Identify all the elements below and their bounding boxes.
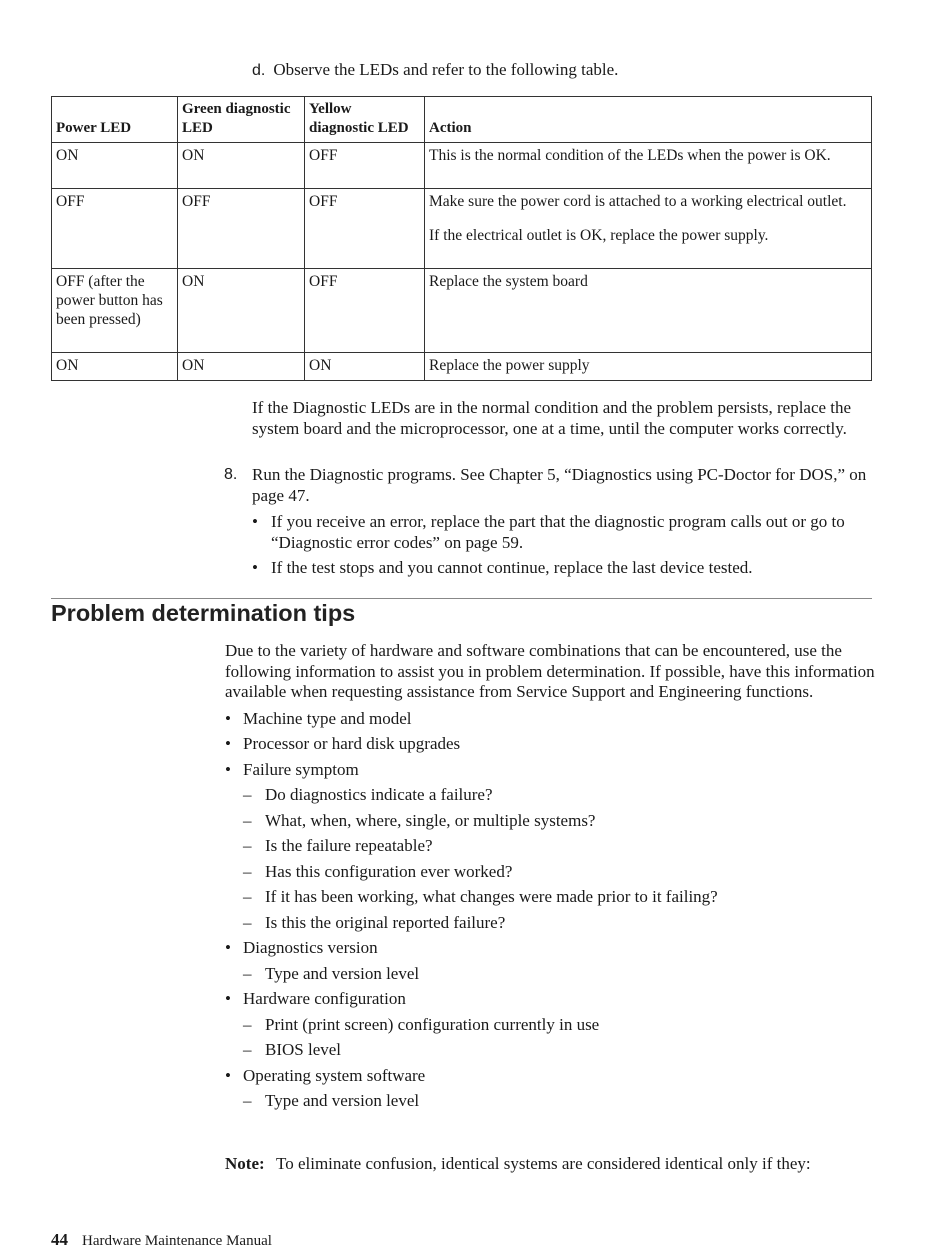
dash-icon: – <box>243 1091 252 1111</box>
sub-list-item-text: Do diagnostics indicate a failure? <box>265 785 493 805</box>
cell-power: OFF <box>52 189 178 269</box>
cell-power: ON <box>52 353 178 381</box>
cell-green: OFF <box>178 189 305 269</box>
sub-list-item-text: Has this configuration ever worked? <box>265 861 513 881</box>
sub-list <box>243 1091 875 1112</box>
list-item <box>225 989 875 1061</box>
section-title: Problem determination tips <box>51 600 356 626</box>
step-d-label: d. <box>252 62 266 79</box>
sub-list-item <box>243 887 875 908</box>
list-item <box>225 760 875 934</box>
cell-yellow: OFF <box>305 189 425 269</box>
table-header-row <box>52 97 872 143</box>
table-row <box>52 269 872 353</box>
sub-list-item-text: What, when, where, single, or multiple systems? <box>265 810 596 830</box>
sub-list-item-text: Type and version level <box>265 1091 420 1111</box>
bullet-icon: • <box>225 759 231 779</box>
sub-list-item <box>243 1015 875 1036</box>
dash-icon: – <box>243 785 252 805</box>
note <box>225 1154 875 1175</box>
step-8 <box>224 465 874 584</box>
cell-action <box>425 269 872 353</box>
bullet-icon: • <box>252 512 258 531</box>
list-item <box>225 734 875 755</box>
page-number: 44 <box>51 1230 68 1249</box>
step-8-number: 8. <box>224 466 238 483</box>
sub-list-item <box>243 836 875 857</box>
cell-green: ON <box>178 353 305 381</box>
sub-list-item-text: Is the failure repeatable? <box>265 836 433 856</box>
list-item-text: If you receive an error, replace the part that the diagnostic program calls out or go to “Diagnostic error codes” on page 59. <box>271 512 845 552</box>
note-text: To eliminate confusion, identical systems are considered identical only if they: <box>276 1154 811 1173</box>
action-text: Replace the power supply <box>429 357 590 374</box>
sub-list <box>243 1015 875 1061</box>
sub-list-item <box>243 964 875 985</box>
sub-list-item <box>243 1040 875 1061</box>
dash-icon: – <box>243 836 252 856</box>
action-text: If the electrical outlet is OK, replace the power supply. <box>429 227 769 244</box>
step-d-text: Observe the LEDs and refer to the following table. <box>273 60 619 79</box>
list-item-text: Processor or hard disk upgrades <box>243 734 461 754</box>
sub-list-item-text: BIOS level <box>265 1040 342 1060</box>
cell-power: OFF (after the power button has been pressed) <box>52 269 178 353</box>
sub-list-item-text: If it has been working, what changes were made prior to it failing? <box>265 887 718 907</box>
action-text: Make sure the power cord is attached to a working electrical outlet. <box>429 193 847 210</box>
header-green-led: Green diagnostic LED <box>178 97 305 143</box>
sub-list-item <box>243 913 875 934</box>
dash-icon: – <box>243 810 252 830</box>
sub-list-item-text: Print (print screen) configuration currently in use <box>265 1014 600 1034</box>
sub-list-item <box>243 862 875 883</box>
list-item-text: Diagnostics version <box>243 938 378 958</box>
note-label: Note: <box>225 1154 265 1173</box>
bullet-icon: • <box>225 1065 231 1085</box>
tips-intro: Due to the variety of hardware and software combinations that can be encountered, use the following information to assist you in problem determination. If possible, have this information available when requesting assistance from Service Support and Engineering functions. <box>225 641 875 702</box>
list-item <box>225 1066 875 1112</box>
table-row <box>52 189 872 269</box>
bullet-icon: • <box>225 708 231 728</box>
bullet-icon: • <box>225 734 231 754</box>
page-footer <box>51 1230 272 1250</box>
list-item-text: Failure symptom <box>243 759 359 779</box>
list-item <box>225 709 875 730</box>
list-item-text: Operating system software <box>243 1065 426 1085</box>
list-item-text: If the test stops and you cannot continue, replace the last device tested. <box>271 558 753 577</box>
cell-action <box>425 189 872 269</box>
after-table-paragraph: If the Diagnostic LEDs are in the normal condition and the problem persists, replace the system board and the microprocessor, one at a time, until the computer works correctly. <box>252 398 852 438</box>
dash-icon: – <box>243 963 252 983</box>
step-d <box>252 60 618 80</box>
cell-action <box>425 143 872 189</box>
dash-icon: – <box>243 861 252 881</box>
sub-list-item-text: Is this the original reported failure? <box>265 912 506 932</box>
bullet-icon: • <box>252 558 258 577</box>
cell-green: ON <box>178 143 305 189</box>
cell-action <box>425 353 872 381</box>
tips-content <box>225 641 875 1117</box>
sub-list-item-text: Type and version level <box>265 963 420 983</box>
table-row <box>52 143 872 189</box>
dash-icon: – <box>243 1040 252 1060</box>
cell-yellow: OFF <box>305 143 425 189</box>
dash-icon: – <box>243 912 252 932</box>
cell-power: ON <box>52 143 178 189</box>
bullet-icon: • <box>225 989 231 1009</box>
cell-yellow: OFF <box>305 269 425 353</box>
manual-title: Hardware Maintenance Manual <box>82 1233 272 1249</box>
dash-icon: – <box>243 887 252 907</box>
dash-icon: – <box>243 1014 252 1034</box>
sub-list <box>243 785 875 933</box>
table-row <box>52 353 872 381</box>
sub-list-item <box>243 785 875 806</box>
cell-yellow: ON <box>305 353 425 381</box>
step-8-text: Run the Diagnostic programs. See Chapter 5, “Diagnostics using PC-Doctor for DOS,” on page 47. <box>252 465 867 505</box>
sub-list-item <box>243 811 875 832</box>
bullet-icon: • <box>225 938 231 958</box>
header-action: Action <box>425 97 872 143</box>
list-item <box>252 558 874 579</box>
list-item <box>252 512 874 553</box>
cell-green: ON <box>178 269 305 353</box>
led-table <box>51 96 872 381</box>
tips-list <box>225 709 875 1112</box>
header-power-led: Power LED <box>52 97 178 143</box>
step-8-bullets <box>252 512 874 579</box>
list-item-text: Machine type and model <box>243 708 412 728</box>
header-yellow-led: Yellow diagnostic LED <box>305 97 425 143</box>
action-text: Replace the system board <box>429 273 588 290</box>
sub-list <box>243 964 875 985</box>
section-divider <box>51 598 872 599</box>
sub-list-item <box>243 1091 875 1112</box>
list-item-text: Hardware configuration <box>243 989 406 1009</box>
action-text: This is the normal condition of the LEDs when the power is OK. <box>429 147 831 164</box>
list-item <box>225 938 875 984</box>
